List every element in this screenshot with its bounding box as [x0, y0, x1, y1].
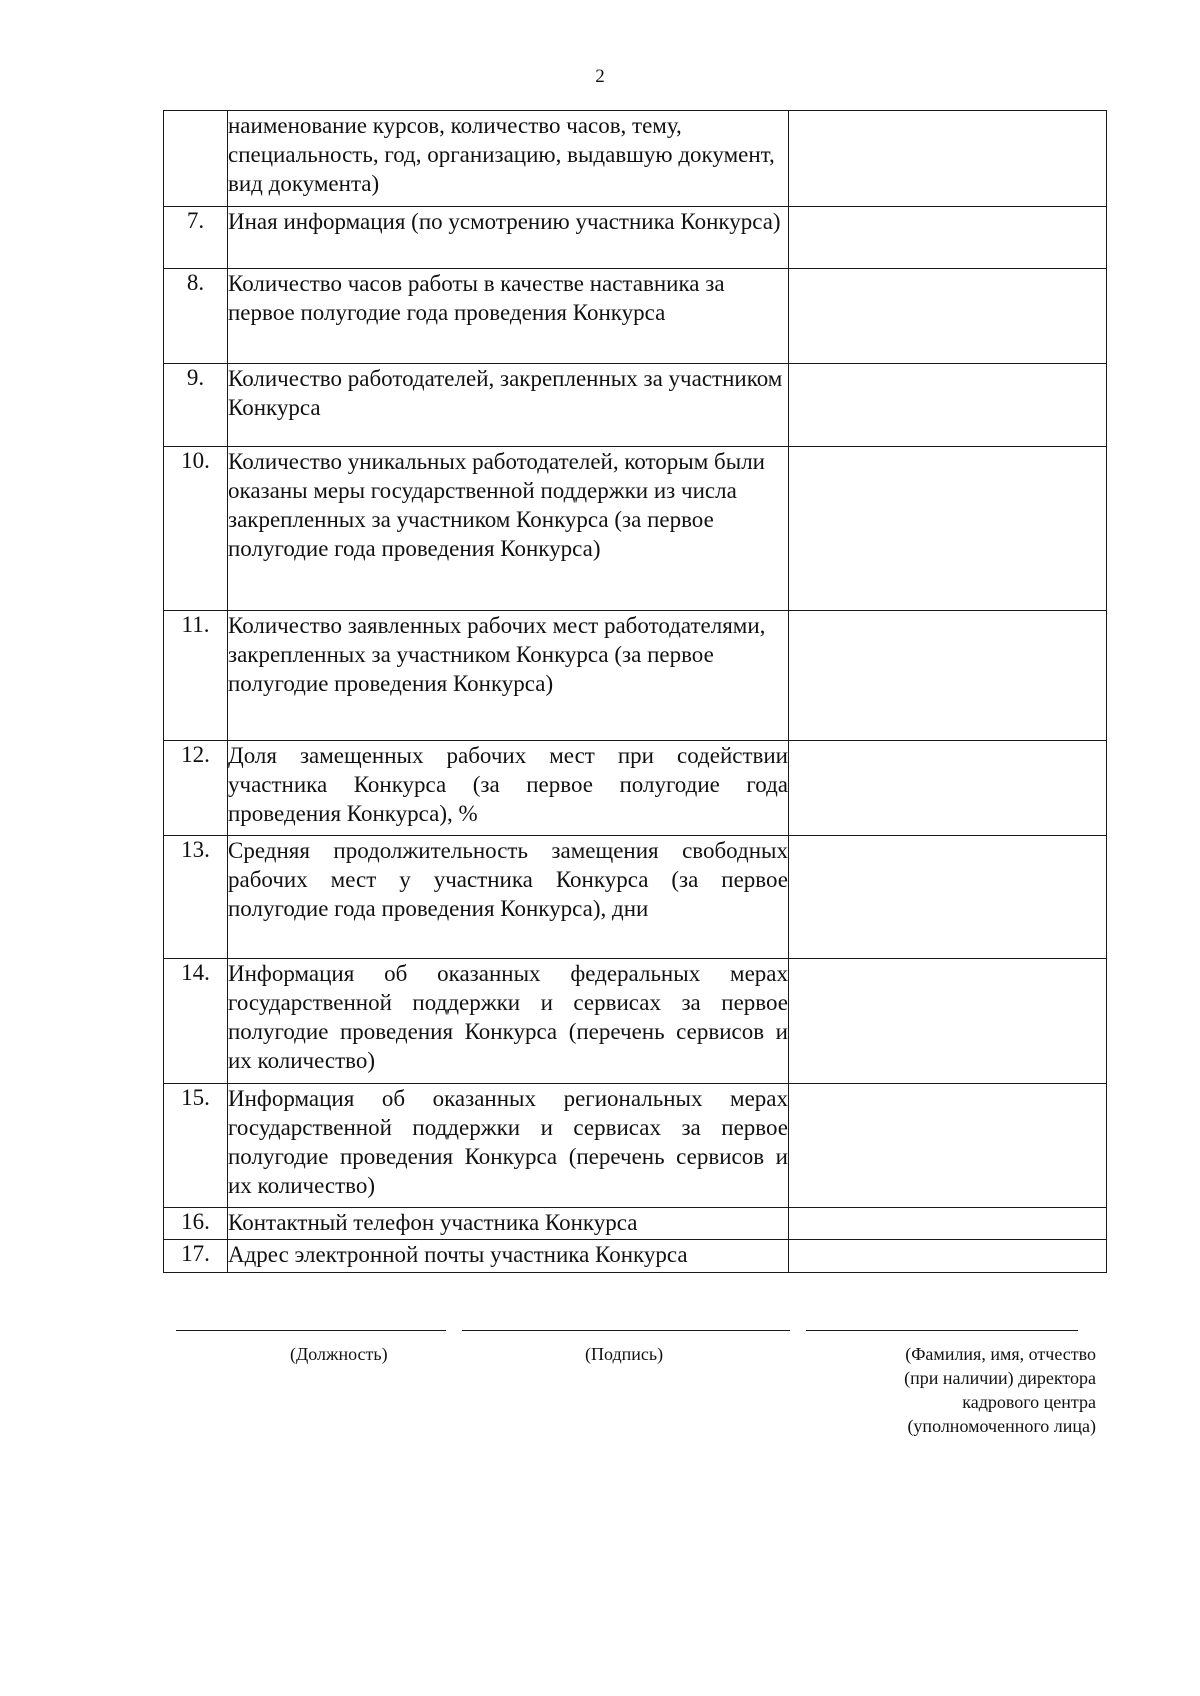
name-caption-line: (при наличии) директора — [904, 1368, 1096, 1388]
row-value-cell[interactable] — [789, 364, 1107, 447]
signature-block — [176, 1330, 1096, 1470]
table-row — [164, 207, 1107, 269]
table-row — [164, 741, 1107, 836]
row-number: 12. — [164, 741, 228, 836]
table-row — [164, 1208, 1107, 1240]
name-line[interactable] — [806, 1330, 1078, 1331]
row-description: Иная информация (по усмотрению участника Конкурса) — [228, 207, 789, 269]
row-value-cell[interactable] — [789, 447, 1107, 611]
row-number: 9. — [164, 364, 228, 447]
row-number: 16. — [164, 1208, 228, 1240]
name-caption-line: (Фамилия, имя, отчество — [905, 1344, 1096, 1364]
row-value-cell[interactable] — [789, 959, 1107, 1084]
row-description: Контактный телефон участника Конкурса — [228, 1208, 789, 1240]
row-description: Информация об оказанных федеральных мерах государственной поддержки и сервисах за первое полугодие проведения Конкурса (перечень сервисов и их количество) — [228, 959, 789, 1084]
row-number — [164, 111, 228, 207]
signature-line[interactable] — [462, 1330, 790, 1331]
row-value-cell[interactable] — [789, 1240, 1107, 1273]
table-row — [164, 1084, 1107, 1208]
row-number: 13. — [164, 836, 228, 959]
name-caption — [796, 1342, 1096, 1438]
table-row — [164, 111, 1107, 207]
row-number: 15. — [164, 1084, 228, 1208]
row-number: 8. — [164, 269, 228, 364]
page-number: 2 — [595, 66, 605, 87]
table-row — [164, 447, 1107, 611]
row-description: наименование курсов, количество часов, тему, специальность, год, организацию, выдавшую документ, вид документа) — [228, 111, 789, 207]
row-number: 7. — [164, 207, 228, 269]
table-row — [164, 269, 1107, 364]
name-caption-line: (уполномоченного лица) — [907, 1416, 1096, 1436]
signature-caption: (Подпись) — [585, 1344, 664, 1364]
table-row — [164, 959, 1107, 1084]
row-value-cell[interactable] — [789, 207, 1107, 269]
row-value-cell[interactable] — [789, 111, 1107, 207]
name-caption-line: кадрового центра — [962, 1392, 1096, 1412]
row-description: Информация об оказанных региональных мерах государственной поддержки и сервисах за первое полугодие проведения Конкурса (перечень сервисов и их количество) — [228, 1084, 789, 1208]
row-number: 10. — [164, 447, 228, 611]
row-description: Доля замещенных рабочих мест при содействии участника Конкурса (за первое полугодие года проведения Конкурса), % — [228, 741, 789, 836]
row-value-cell[interactable] — [789, 269, 1107, 364]
position-caption: (Должность) — [290, 1344, 388, 1364]
row-description: Количество часов работы в качестве наставника за первое полугодие года проведения Конкурса — [228, 269, 789, 364]
row-value-cell[interactable] — [789, 1208, 1107, 1240]
row-description: Средняя продолжительность замещения свободных рабочих мест у участника Конкурса (за первое полугодие года проведения Конкурса), дни — [228, 836, 789, 959]
row-description: Количество заявленных рабочих мест работодателями, закрепленных за участником Конкурса (за первое полугодие проведения Конкурса) — [228, 611, 789, 741]
table-row — [164, 836, 1107, 959]
row-value-cell[interactable] — [789, 836, 1107, 959]
row-value-cell[interactable] — [789, 1084, 1107, 1208]
table-row — [164, 364, 1107, 447]
table-row — [164, 611, 1107, 741]
row-value-cell[interactable] — [789, 741, 1107, 836]
row-description: Количество работодателей, закрепленных за участником Конкурса — [228, 364, 789, 447]
questionnaire-table — [163, 110, 1107, 1273]
row-description: Количество уникальных работодателей, которым были оказаны меры государственной поддержки из числа закрепленных за участником Конкурса (за первое полугодие года проведения Конкурса) — [228, 447, 789, 611]
row-number: 17. — [164, 1240, 228, 1273]
row-number: 11. — [164, 611, 228, 741]
position-line[interactable] — [176, 1330, 446, 1331]
row-description: Адрес электронной почты участника Конкурса — [228, 1240, 789, 1273]
row-number: 14. — [164, 959, 228, 1084]
row-value-cell[interactable] — [789, 611, 1107, 741]
table-row — [164, 1240, 1107, 1273]
